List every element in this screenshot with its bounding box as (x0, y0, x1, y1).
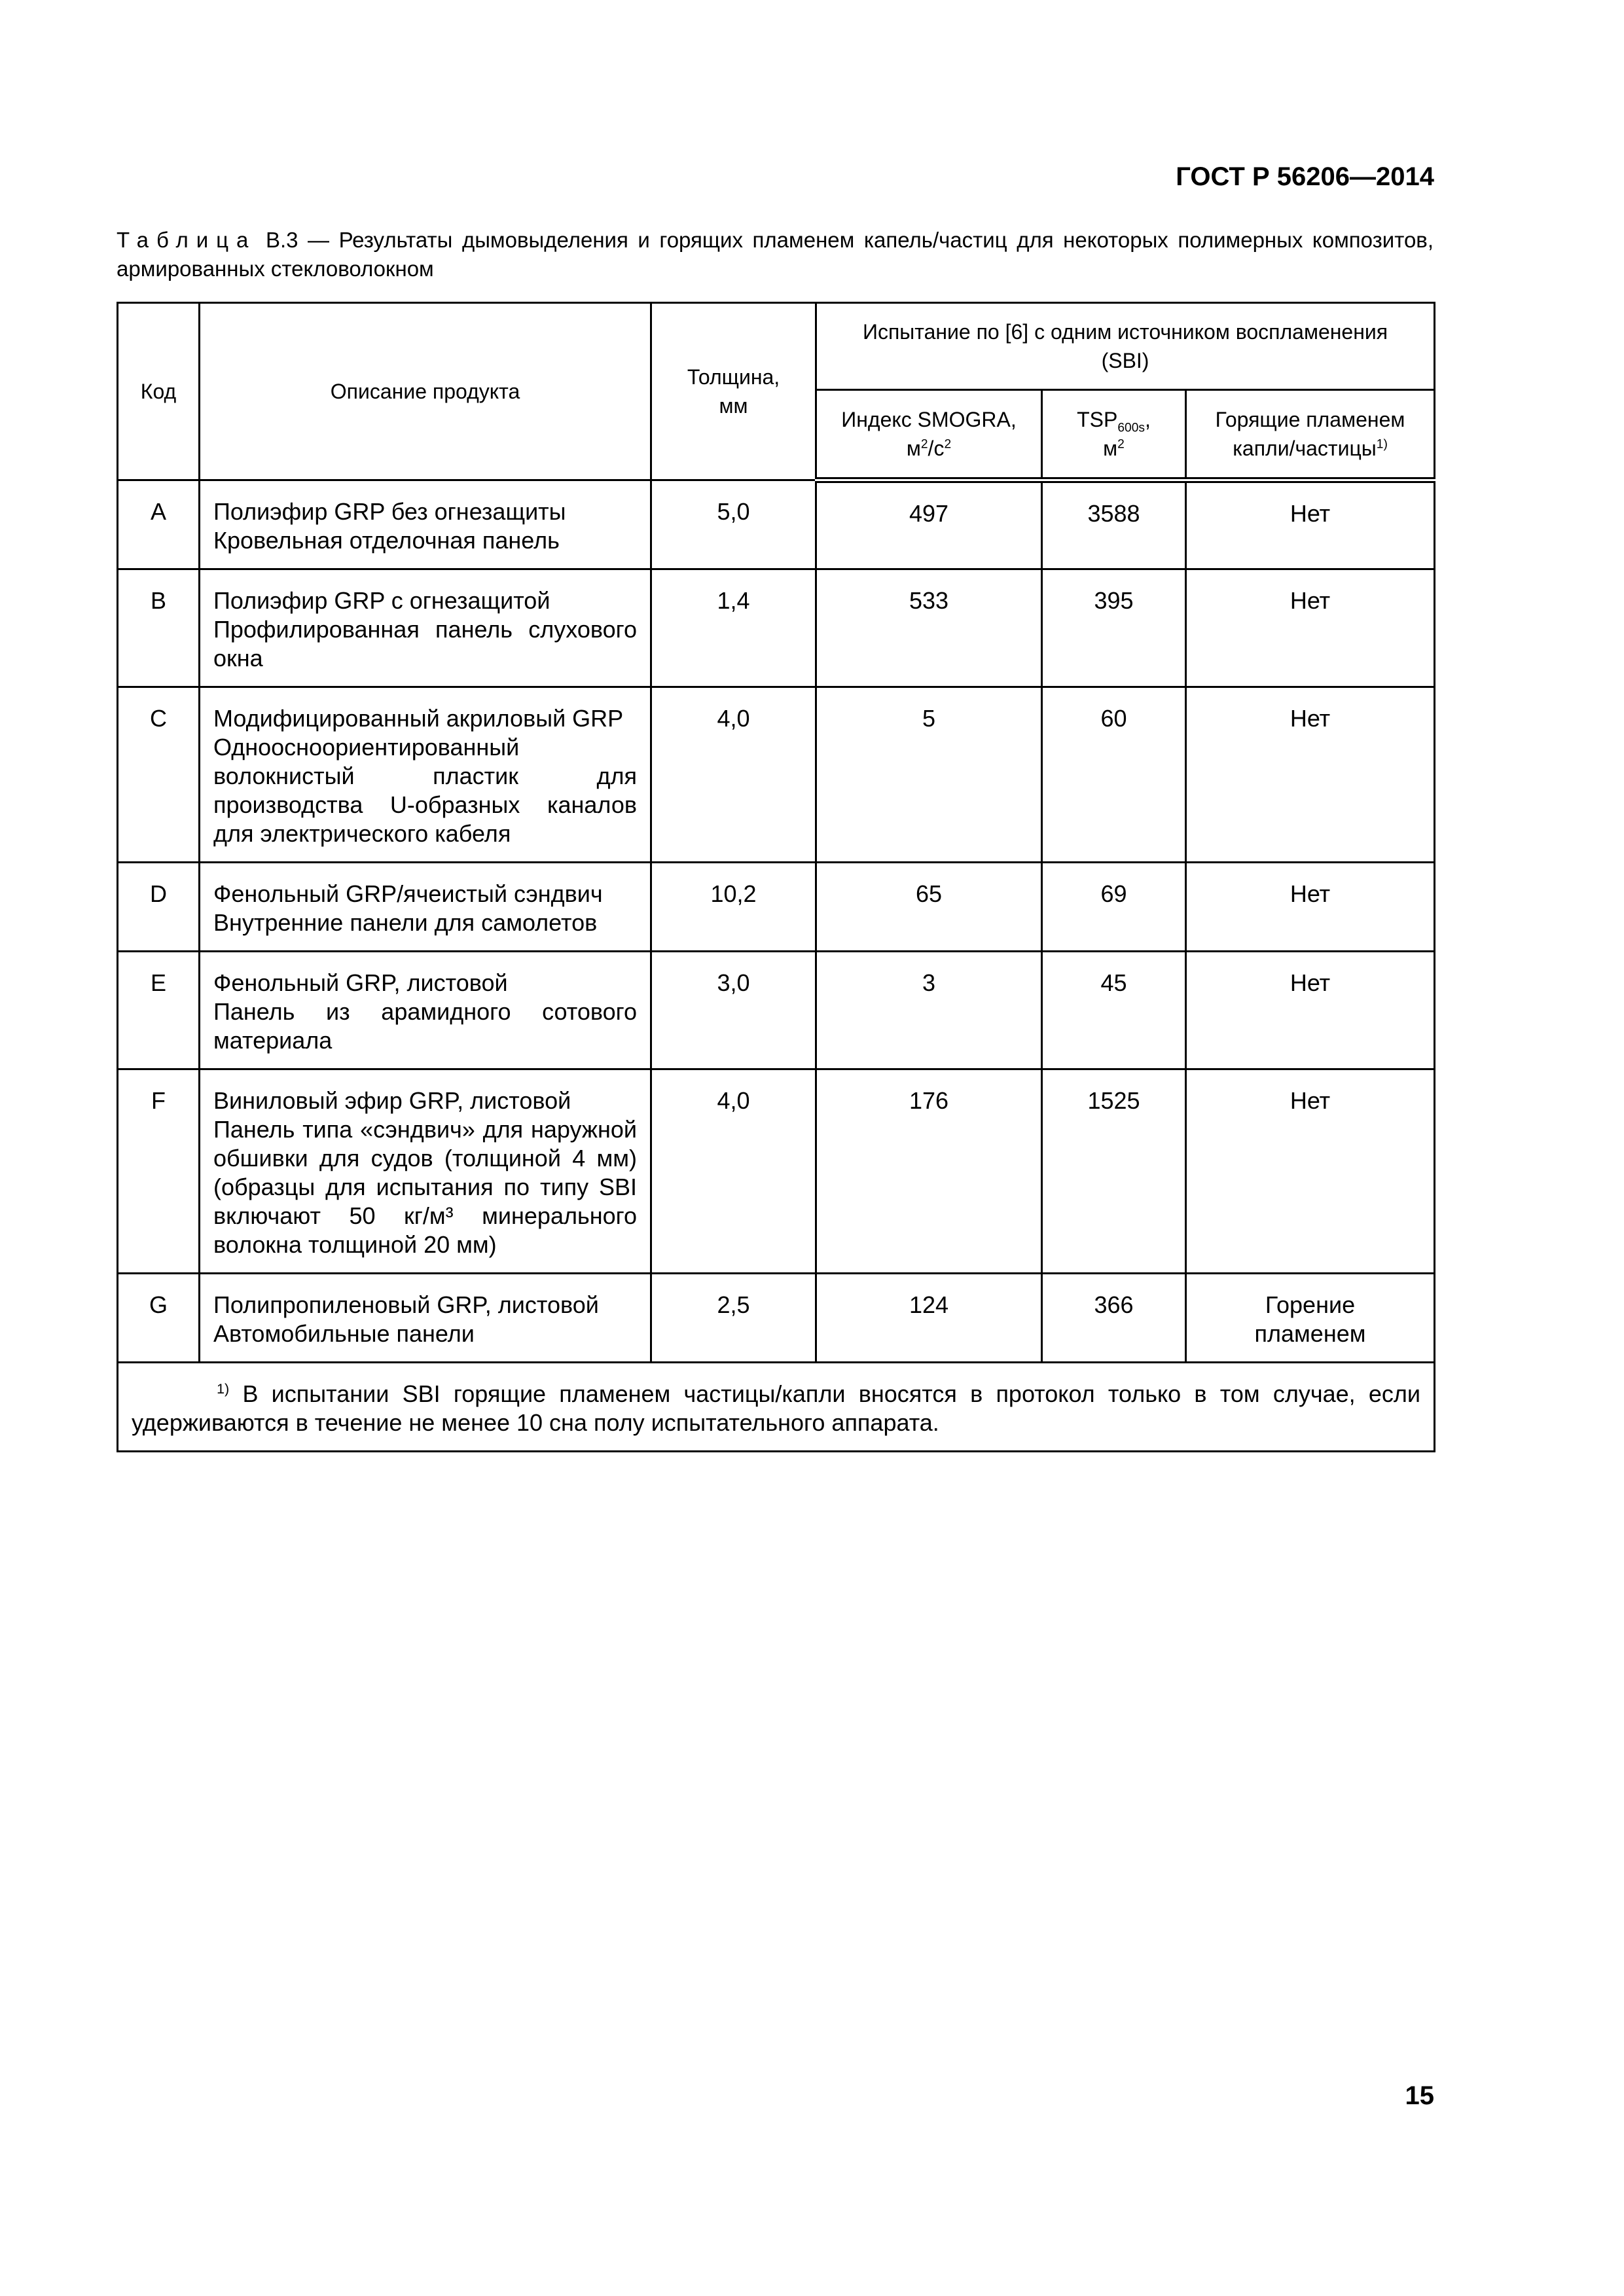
description-line: Панель типа «сэндвич» для наружной обшивки для судов (толщиной 4 мм) (образцы для испытания по типу SBI включают 50 кг/м³ минерального волокна толщиной 20 мм) (213, 1116, 637, 1258)
row-drops: Горение пламенем (1186, 1274, 1435, 1363)
row-tsp: 1525 (1042, 1069, 1186, 1274)
row-code: E (118, 952, 200, 1069)
header-description: Описание продукта (200, 303, 651, 480)
description-line: Полиэфир GRP без огнезащиты (213, 498, 566, 525)
table-caption-text: В.3 — Результаты дымовыделения и горящих пламенем капель/частиц для некоторых полимерных композитов, армированных стекловолокном (117, 228, 1434, 281)
row-code: G (118, 1274, 200, 1363)
table-row (118, 480, 1435, 569)
footnote-text: В испытании SBI горящие пламенем частицы/капли вносятся в протокол только в том случае, если удерживаются в течение не менее 10 сна полу испытательного аппарата. (132, 1380, 1421, 1436)
row-thickness: 4,0 (651, 1069, 816, 1274)
header-tsp-sup: 2 (1117, 437, 1125, 452)
description-line: Одноосноориентированный волокнистый пластик для производства U-образных каналов для электрического кабеля (213, 734, 637, 847)
row-smogra: 497 (816, 480, 1042, 569)
table-row (118, 952, 1435, 1069)
row-smogra: 65 (816, 863, 1042, 952)
description-line: Модифицированный акриловый GRP (213, 705, 624, 732)
row-thickness: 3,0 (651, 952, 816, 1069)
table-body (118, 480, 1435, 1452)
row-thickness: 5,0 (651, 480, 816, 569)
header-tsp-sub: 600s (1117, 421, 1145, 435)
table-row (118, 1069, 1435, 1274)
header-tsp-unit: м (1103, 437, 1118, 460)
description-line: Панель из арамидного сотового материала (213, 998, 637, 1054)
row-drops: Нет (1186, 480, 1435, 569)
row-tsp: 69 (1042, 863, 1186, 952)
row-thickness: 1,4 (651, 569, 816, 687)
row-drops: Нет (1186, 1069, 1435, 1274)
header-smogra-unit-b: /с (928, 437, 945, 460)
description-line: Внутренние панели для самолетов (213, 909, 598, 936)
description-line: Фенольный GRP/ячеистый сэндвич (213, 880, 603, 907)
row-code: B (118, 569, 200, 687)
header-smogra-sup-a: 2 (920, 437, 928, 452)
row-smogra: 176 (816, 1069, 1042, 1274)
description-line: Профилированная панель слухового окна (213, 616, 637, 672)
row-drops: Нет (1186, 687, 1435, 863)
description-line: Виниловый эфир GRP, листовой (213, 1087, 571, 1114)
table-caption-label: Таблица (117, 228, 257, 252)
description-line: Автомобильные панели (213, 1320, 475, 1347)
row-thickness: 10,2 (651, 863, 816, 952)
row-smogra: 3 (816, 952, 1042, 1069)
header-drops-line2: капли/частицы (1233, 437, 1377, 460)
header-test-group: Испытание по [6] с одним источником воспламенения (SBI) (816, 303, 1435, 390)
header-tsp-base: TSP (1077, 408, 1118, 431)
description-line: Фенольный GRP, листовой (213, 969, 508, 996)
table-row (118, 863, 1435, 952)
row-tsp: 45 (1042, 952, 1186, 1069)
description-line: Полипропиленовый GRP, листовой (213, 1291, 599, 1318)
header-drops (1186, 390, 1435, 480)
row-thickness: 2,5 (651, 1274, 816, 1363)
footnote-row (118, 1363, 1435, 1452)
row-description (200, 480, 651, 569)
row-code: A (118, 480, 200, 569)
row-smogra: 5 (816, 687, 1042, 863)
document-header: ГОСТ Р 56206—2014 (1176, 162, 1434, 191)
header-smogra (816, 390, 1042, 480)
table-footnote (118, 1363, 1435, 1452)
row-drops: Нет (1186, 952, 1435, 1069)
results-table (117, 302, 1435, 1452)
row-smogra: 533 (816, 569, 1042, 687)
footnote-indent (132, 1380, 229, 1407)
table-caption (117, 226, 1434, 283)
row-description (200, 1069, 651, 1274)
row-code: D (118, 863, 200, 952)
row-smogra: 124 (816, 1274, 1042, 1363)
description-line: Полиэфир GRP с огнезащитой (213, 587, 550, 614)
table-row (118, 687, 1435, 863)
table-row (118, 569, 1435, 687)
header-drops-line1: Горящие пламенем (1215, 408, 1405, 431)
header-smogra-label: Индекс SMOGRA, (841, 408, 1017, 431)
description-line: Кровельная отделочная панель (213, 527, 560, 554)
header-thickness: Толщина, мм (651, 303, 816, 480)
row-code: C (118, 687, 200, 863)
row-description (200, 1274, 651, 1363)
row-description (200, 863, 651, 952)
header-tsp (1042, 390, 1186, 480)
footnote-mark: 1) (217, 1380, 230, 1397)
page-number: 15 (1405, 2081, 1434, 2110)
row-tsp: 395 (1042, 569, 1186, 687)
header-tsp-comma: , (1144, 408, 1151, 431)
row-drops: Нет (1186, 569, 1435, 687)
row-thickness: 4,0 (651, 687, 816, 863)
row-tsp: 60 (1042, 687, 1186, 863)
header-drops-sup: 1) (1376, 437, 1388, 452)
header-smogra-unit-a: м (906, 437, 921, 460)
row-description (200, 952, 651, 1069)
row-tsp: 366 (1042, 1274, 1186, 1363)
table-row (118, 1274, 1435, 1363)
row-description (200, 569, 651, 687)
row-code: F (118, 1069, 200, 1274)
header-smogra-sup-b: 2 (944, 437, 952, 452)
row-description (200, 687, 651, 863)
row-drops: Нет (1186, 863, 1435, 952)
row-tsp: 3588 (1042, 480, 1186, 569)
header-code: Код (118, 303, 200, 480)
